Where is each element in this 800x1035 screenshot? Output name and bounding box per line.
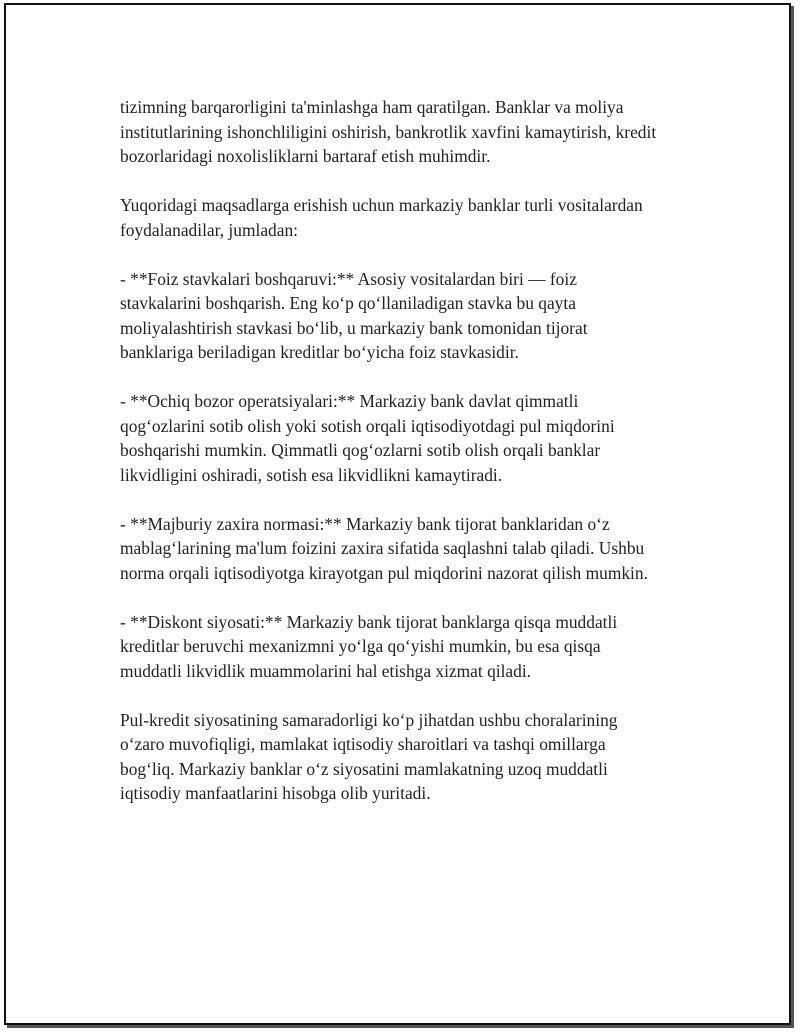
paragraph-discount-policy [120,610,705,684]
text-line: moliyalashtirish stavkasi boʻlib, u markaziy bank tomonidan tijorat [120,317,588,338]
paragraph-interest-rates [120,267,705,365]
text-line: kreditlar beruvchi mexanizmni yoʻlga qoʻyishi mumkin, bu esa qisqa [120,636,601,656]
paragraph-open-market [120,389,705,487]
text-line: boshqarishi mumkin. Qimmatli qogʻozlarni sotib olish orqali banklar [120,440,601,460]
text-line: likvidligini oshiradi, sotish esa likvidlikni kamaytiradi. [120,464,503,485]
text-line: - **Foiz stavkalari boshqaruvi:** Asosiy vositalardan biri — foiz [120,268,577,289]
document-page [4,3,791,1025]
paragraph-reserve-requirement [120,512,705,586]
text-line: norma orqali iqtisodiyotga kirayotgan pul miqdorini nazorat qilish mumkin. [120,562,648,583]
text-line: muddatli likvidlik muammolarini hal etishga xizmat qiladi. [120,660,532,681]
text-line: Pul-kredit siyosatining samaradorligi koʻp jihatdan ushbu choralarining [120,709,618,730]
paragraph-intro-continuation [120,95,705,169]
paragraph-tools-intro [120,193,705,242]
text-line: - **Ochiq bozor operatsiyalari:** Markaziy bank davlat qimmatli [120,391,579,411]
text-line: banklariga beriladigan kreditlar boʻyicha foiz stavkasidir. [120,342,519,362]
paragraph-conclusion [120,708,705,806]
text-line: tizimning barqarorligini ta'minlashga ham qaratilgan. Banklar va moliya [120,97,624,117]
text-line: qogʻozlarini sotib olish yoki sotish orqali iqtisodiyotdagi pul miqdorini [120,415,615,436]
text-line: foydalanadilar, jumladan: [120,219,298,240]
document-body [120,95,705,830]
text-line: bogʻliq. Markaziy banklar oʻz siyosatini mamlakatning uzoq muddatli [120,758,608,779]
text-line: - **Diskont siyosati:** Markaziy bank tijorat banklarga qisqa muddatli [120,611,618,632]
text-line: iqtisodiy manfaatlarini hisobga olib yuritadi. [120,783,431,803]
text-line: institutlarining ishonchliligini oshirish, bankrotlik xavfini kamaytirish, kredit [120,121,657,142]
text-line: Yuqoridagi maqsadlarga erishish uchun markaziy banklar turli vositalardan [120,195,643,215]
text-line: oʻzaro muvofiqligi, mamlakat iqtisodiy sharoitlari va tashqi omillarga [120,734,606,754]
text-line: stavkalarini boshqarish. Eng koʻp qoʻllaniladigan stavka bu qayta [120,293,576,313]
text-line: bozorlaridagi noxolisliklarni bartaraf etish muhimdir. [120,146,491,166]
text-line: - **Majburiy zaxira normasi:** Markaziy bank tijorat banklaridan oʻz [120,513,610,534]
text-line: mablagʻlarining ma'lum foizini zaxira sifatida saqlashni talab qiladi. Ushbu [120,538,645,558]
